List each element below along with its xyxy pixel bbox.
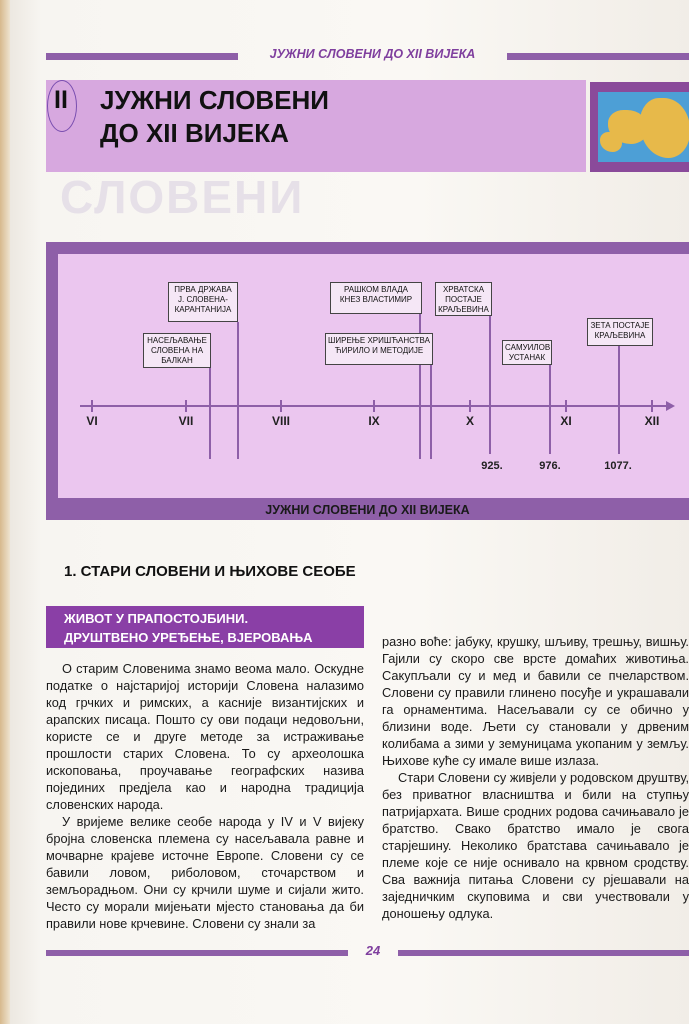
century-label: VI [86, 414, 98, 428]
timeline-event-e2: ПРВА ДРЖАВА Ј. СЛОВЕНА-КАРАНТАНИЈА [168, 282, 238, 322]
century-label: IX [368, 414, 380, 428]
text-column-left [46, 660, 364, 932]
timeline-event-e1: НАСЕЉАВАЊЕ СЛОВЕНА НА БАЛКАН [143, 333, 211, 368]
year-label: 925. [481, 460, 503, 472]
year-label: 1077. [604, 460, 632, 472]
paragraph: Стари Словени су живјели у родовском друштву, без приватног власништва и били на ступњу патријархата. Више сродних родова сачињавало је братство. Свако братство имало је свога старјешину. Неколико братстава сачињавало је племе које се није оснивало на крвном сродству. Сва важнија питања Словени су рјешавали на заједничким скуповима и сви учествовали у доношењу одлука. [382, 770, 689, 921]
century-label: VIII [271, 414, 290, 428]
show-through-text: СЛОВЕНИ [60, 171, 305, 223]
footer-rule-right [398, 950, 689, 956]
page-spine [0, 0, 10, 1024]
text-column-right [382, 633, 689, 938]
footer-rule-left [46, 950, 348, 956]
subsection-title: ЖИВОТ У ПРАПОСТОЈБИНИ. ДРУШТВЕНО УРЕЂЕЊЕ, ВЈЕРОВАЊА [46, 606, 364, 648]
timeline-event-e4: ШИРЕЊЕ ХРИШЋАНСТВА ЋИРИЛО И МЕТОДИЈЕ [325, 333, 433, 365]
header-rule-right [507, 53, 689, 60]
timeline-event-e7: ЗЕТА ПОСТАЈЕ КРАЉЕВИНА [587, 318, 653, 346]
timeline-event-e3: РАШКОМ ВЛАДА КНЕЗ ВЛАСТИМИР [330, 282, 422, 314]
century-label: XI [560, 414, 572, 428]
century-label: VII [178, 414, 194, 428]
timeline-event-e5: ХРВАТСКА ПОСТАЈЕ КРАЉЕВИНА [435, 282, 492, 316]
section-title: 1. СТАРИ СЛОВЕНИ И ЊИХОВЕ СЕОБЕ [64, 563, 356, 580]
timeline-arrow [666, 401, 675, 411]
running-header: ЈУЖНИ СЛОВЕНИ ДО XII ВИЈЕКА [269, 47, 476, 61]
century-label: XII [644, 414, 660, 428]
paragraph: разно воће: јабуку, крушку, шљиву, трешњу, вишњу. Гајили су скоро све врсте домаћих животиња. Сакупљали су и мед и бавили се пчеларством. Словени су правили глинено посуђе и украшавали га орнаментима. Насељавали су се обично у близини воде. Љети су становали у дрвеним колибама а зими у земуницама укопаним у земљу. Њихове куће су имале више излаза. [382, 634, 689, 768]
chapter-title [100, 84, 329, 150]
chapter-title-line-1: ЈУЖНИ СЛОВЕНИ [100, 85, 329, 115]
page-number: 24 [365, 943, 381, 958]
paragraph: У вријеме велике сеобе народа у IV и V вијеку бројна словенска племена су насељавала равне и мочварне крајеве источне Европе. Словени су се бавили ловом, риболовом, сточарством и земљорадњом. Они су крчили шуме и сијали жито. Често су морали мијењати мјесто становања да би правили нове крчевине. Словени су знали за [46, 814, 364, 931]
timeline-caption: ЈУЖНИ СЛОВЕНИ ДО XII ВИЈЕКА [265, 503, 470, 517]
chapter-title-line-2: ДО XII ВИЈЕКА [100, 118, 289, 148]
paragraph: О старим Словенима знамо веома мало. Оскудне податке о најстаријој историји Словена налазимо код грчких и римских, а касније византијских и арапских писаца. Пошто су ови подаци недовољни, користе се и друге методе за истраживање прошлости старих Словена. То су археолошка ископовања, проучавање географских назива појединих предјела као и народна традиција словенских народа. [46, 661, 364, 812]
header-rule-left [46, 53, 238, 60]
timeline-event-e6: САМУИЛОВ УСТАНАК [502, 340, 552, 365]
chapter-number: II [54, 86, 68, 114]
year-label: 976. [539, 460, 561, 472]
europe-map-icon [598, 92, 689, 162]
century-label: X [465, 414, 474, 428]
